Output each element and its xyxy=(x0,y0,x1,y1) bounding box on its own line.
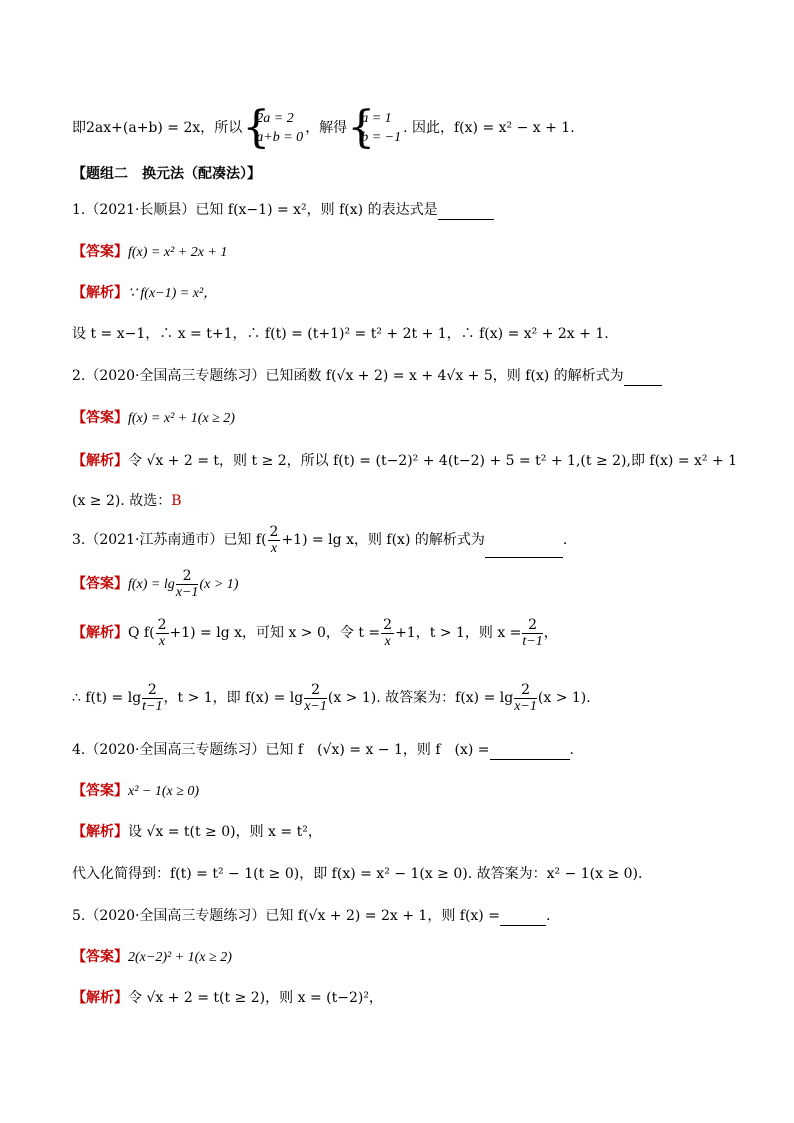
answer-tag: 【答案】 xyxy=(72,576,128,592)
answer-text: x² − 1(x ≥ 0) xyxy=(128,784,200,799)
analysis-tag: 【解析】 xyxy=(72,824,128,840)
question-4-end: . xyxy=(569,742,574,758)
analysis-text: ∵ f(x−1) = x²， xyxy=(128,286,218,301)
question-2-analysis-2 xyxy=(72,491,754,511)
question-4-stem xyxy=(72,740,754,760)
system-1-eq-2: a+b = 0 xyxy=(256,130,304,145)
fraction xyxy=(522,617,542,650)
selected-choice: B xyxy=(171,493,182,509)
answer-text-b: (x > 1) xyxy=(199,577,239,592)
analysis-text-c: (x > 1). 故答案为：f(x) = lg xyxy=(327,690,514,706)
analysis-tag: 【解析】 xyxy=(72,990,128,1006)
fraction xyxy=(142,682,162,715)
question-3-text-a: 3.（2021·江苏南通市）已知 f( xyxy=(72,532,267,548)
question-2-text: 2.（2020·全国高三专题练习）已知函数 f(√x + 2) = x + 4√x + 5，则 f(x) 的解析式为 xyxy=(72,368,624,384)
system-of-equations-1 xyxy=(244,109,303,147)
question-1-analysis-1 xyxy=(72,283,754,304)
fraction xyxy=(514,682,537,715)
question-1-analysis-2: 设 t = x−1，∴ x = t+1，∴ f(t) = (t+1)² = t² + 2t + 1，∴ f(x) = x² + 2x + 1. xyxy=(72,326,609,342)
question-3-stem xyxy=(72,522,754,558)
intro-mid: ，解得 xyxy=(305,120,348,136)
system-2-eq-2: b = −1 xyxy=(361,130,402,145)
analysis-text: 设 √x = t(t ≥ 0)，则 x = t²， xyxy=(128,824,322,840)
analysis-text-a: Q f( xyxy=(128,625,155,641)
denominator: t−1 xyxy=(522,633,543,649)
group-title: 【题组二 换元法（配凑法）】 xyxy=(72,166,261,182)
analysis-text-b: ，t > 1，即 f(x) = lg xyxy=(163,690,304,706)
question-4-text: 4.（2020·全国高三专题练习）已知 f (√x) = x − 1，则 f (x) = xyxy=(72,742,490,758)
analysis-tag: 【解析】 xyxy=(72,625,128,641)
numerator: 2 xyxy=(383,616,393,633)
question-5-end: . xyxy=(545,908,551,924)
analysis-tag: 【解析】 xyxy=(72,453,128,469)
answer-blank xyxy=(490,743,570,760)
question-1-answer xyxy=(72,242,754,263)
answer-blank xyxy=(438,203,494,220)
answer-text: 2(x−2)² + 1(x ≥ 2) xyxy=(128,950,232,965)
answer-tag: 【答案】 xyxy=(72,783,128,799)
denominator: x−1 xyxy=(175,584,199,600)
question-5-stem xyxy=(72,906,754,926)
question-1-stem xyxy=(72,200,754,220)
question-3-analysis-1 xyxy=(72,615,754,651)
analysis-text-d: (x > 1). xyxy=(537,690,591,706)
question-2-answer xyxy=(72,408,754,429)
analysis-text-a: ∴ f(t) = lg xyxy=(72,690,142,706)
answer-text-a: f(x) = lg xyxy=(128,577,175,592)
answer-tag: 【答案】 xyxy=(72,410,128,426)
denominator: t−1 xyxy=(142,698,163,714)
question-5-answer xyxy=(72,947,754,968)
question-5-text: 5.（2020·全国高三专题练习）已知 f(√x + 2) = 2x + 1，则 f(x) = xyxy=(72,908,500,924)
analysis-text: 令 √x + 2 = t，则 t ≥ 2，所以 f(t) = (t−2)² + 4(t−2) + 5 = t² + 1,(t ≥ 2),即 f(x) = x² + 1 xyxy=(128,453,738,469)
question-2-analysis-1 xyxy=(72,451,754,471)
analysis-tag: 【解析】 xyxy=(72,285,128,301)
answer-blank xyxy=(485,541,563,558)
question-1-text: 1.（2021·长顺县）已知 f(x−1) = x²，则 f(x) 的表达式是 xyxy=(72,202,438,218)
numerator: 2 xyxy=(304,682,327,699)
denominator: x xyxy=(270,540,278,556)
fraction xyxy=(381,617,394,650)
denominator: x xyxy=(384,633,391,649)
denominator: x xyxy=(158,633,166,649)
question-5-analysis-1 xyxy=(72,988,754,1008)
analysis-text: (x ≥ 2). 故选： xyxy=(72,493,172,509)
question-4-analysis-1 xyxy=(72,822,754,842)
fraction xyxy=(176,568,199,601)
answer-blank xyxy=(500,909,546,926)
denominator: x−1 xyxy=(304,698,327,714)
intro-line xyxy=(72,108,754,148)
answer-tag: 【答案】 xyxy=(72,244,128,260)
answer-text: f(x) = x² + 2x + 1 xyxy=(128,245,228,260)
numerator: 2 xyxy=(142,682,162,699)
question-3-end: . xyxy=(562,532,568,548)
intro-tail: . 因此，f(x) = x² − x + 1. xyxy=(403,120,575,136)
numerator: 2 xyxy=(514,682,537,699)
numerator: 2 xyxy=(176,568,199,585)
question-3-text-b: +1) = lg x，则 f(x) 的解析式为 xyxy=(281,532,485,548)
answer-blank xyxy=(624,369,662,386)
system-1-eq-1: { 2a = 2 xyxy=(256,111,294,126)
fraction xyxy=(304,682,327,715)
numerator: 2 xyxy=(157,616,167,633)
denominator: x−1 xyxy=(514,698,537,714)
analysis-text-c: +1，t > 1，则 x = xyxy=(395,625,522,641)
analysis-text-d: ， xyxy=(543,625,558,641)
question-3-answer xyxy=(72,566,754,603)
analysis-text: 令 √x + 2 = t(t ≥ 2)，则 x = (t−2)²， xyxy=(128,990,383,1006)
question-3-analysis-2 xyxy=(72,680,754,716)
fraction xyxy=(156,617,169,650)
analysis-text-b: +1) = lg x，可知 x > 0，令 t = xyxy=(169,625,381,641)
question-2-stem xyxy=(72,366,754,386)
numerator: 2 xyxy=(522,617,542,634)
question-4-answer xyxy=(72,781,754,802)
fraction xyxy=(268,524,281,557)
system-2-eq-1: { a = 1 xyxy=(361,111,392,126)
intro-lead: 即2ax+(a+b) = 2x，所以 xyxy=(72,120,243,136)
numerator: 2 xyxy=(269,523,279,540)
system-of-equations-2 xyxy=(349,109,401,147)
answer-tag: 【答案】 xyxy=(72,949,128,965)
question-4-analysis-2: 代入化简得到：f(t) = t² − 1(t ≥ 0)，即 f(x) = x² − 1(x ≥ 0). 故答案为：x² − 1(x ≥ 0). xyxy=(72,866,643,882)
answer-text: f(x) = x² + 1(x ≥ 2) xyxy=(128,411,235,426)
